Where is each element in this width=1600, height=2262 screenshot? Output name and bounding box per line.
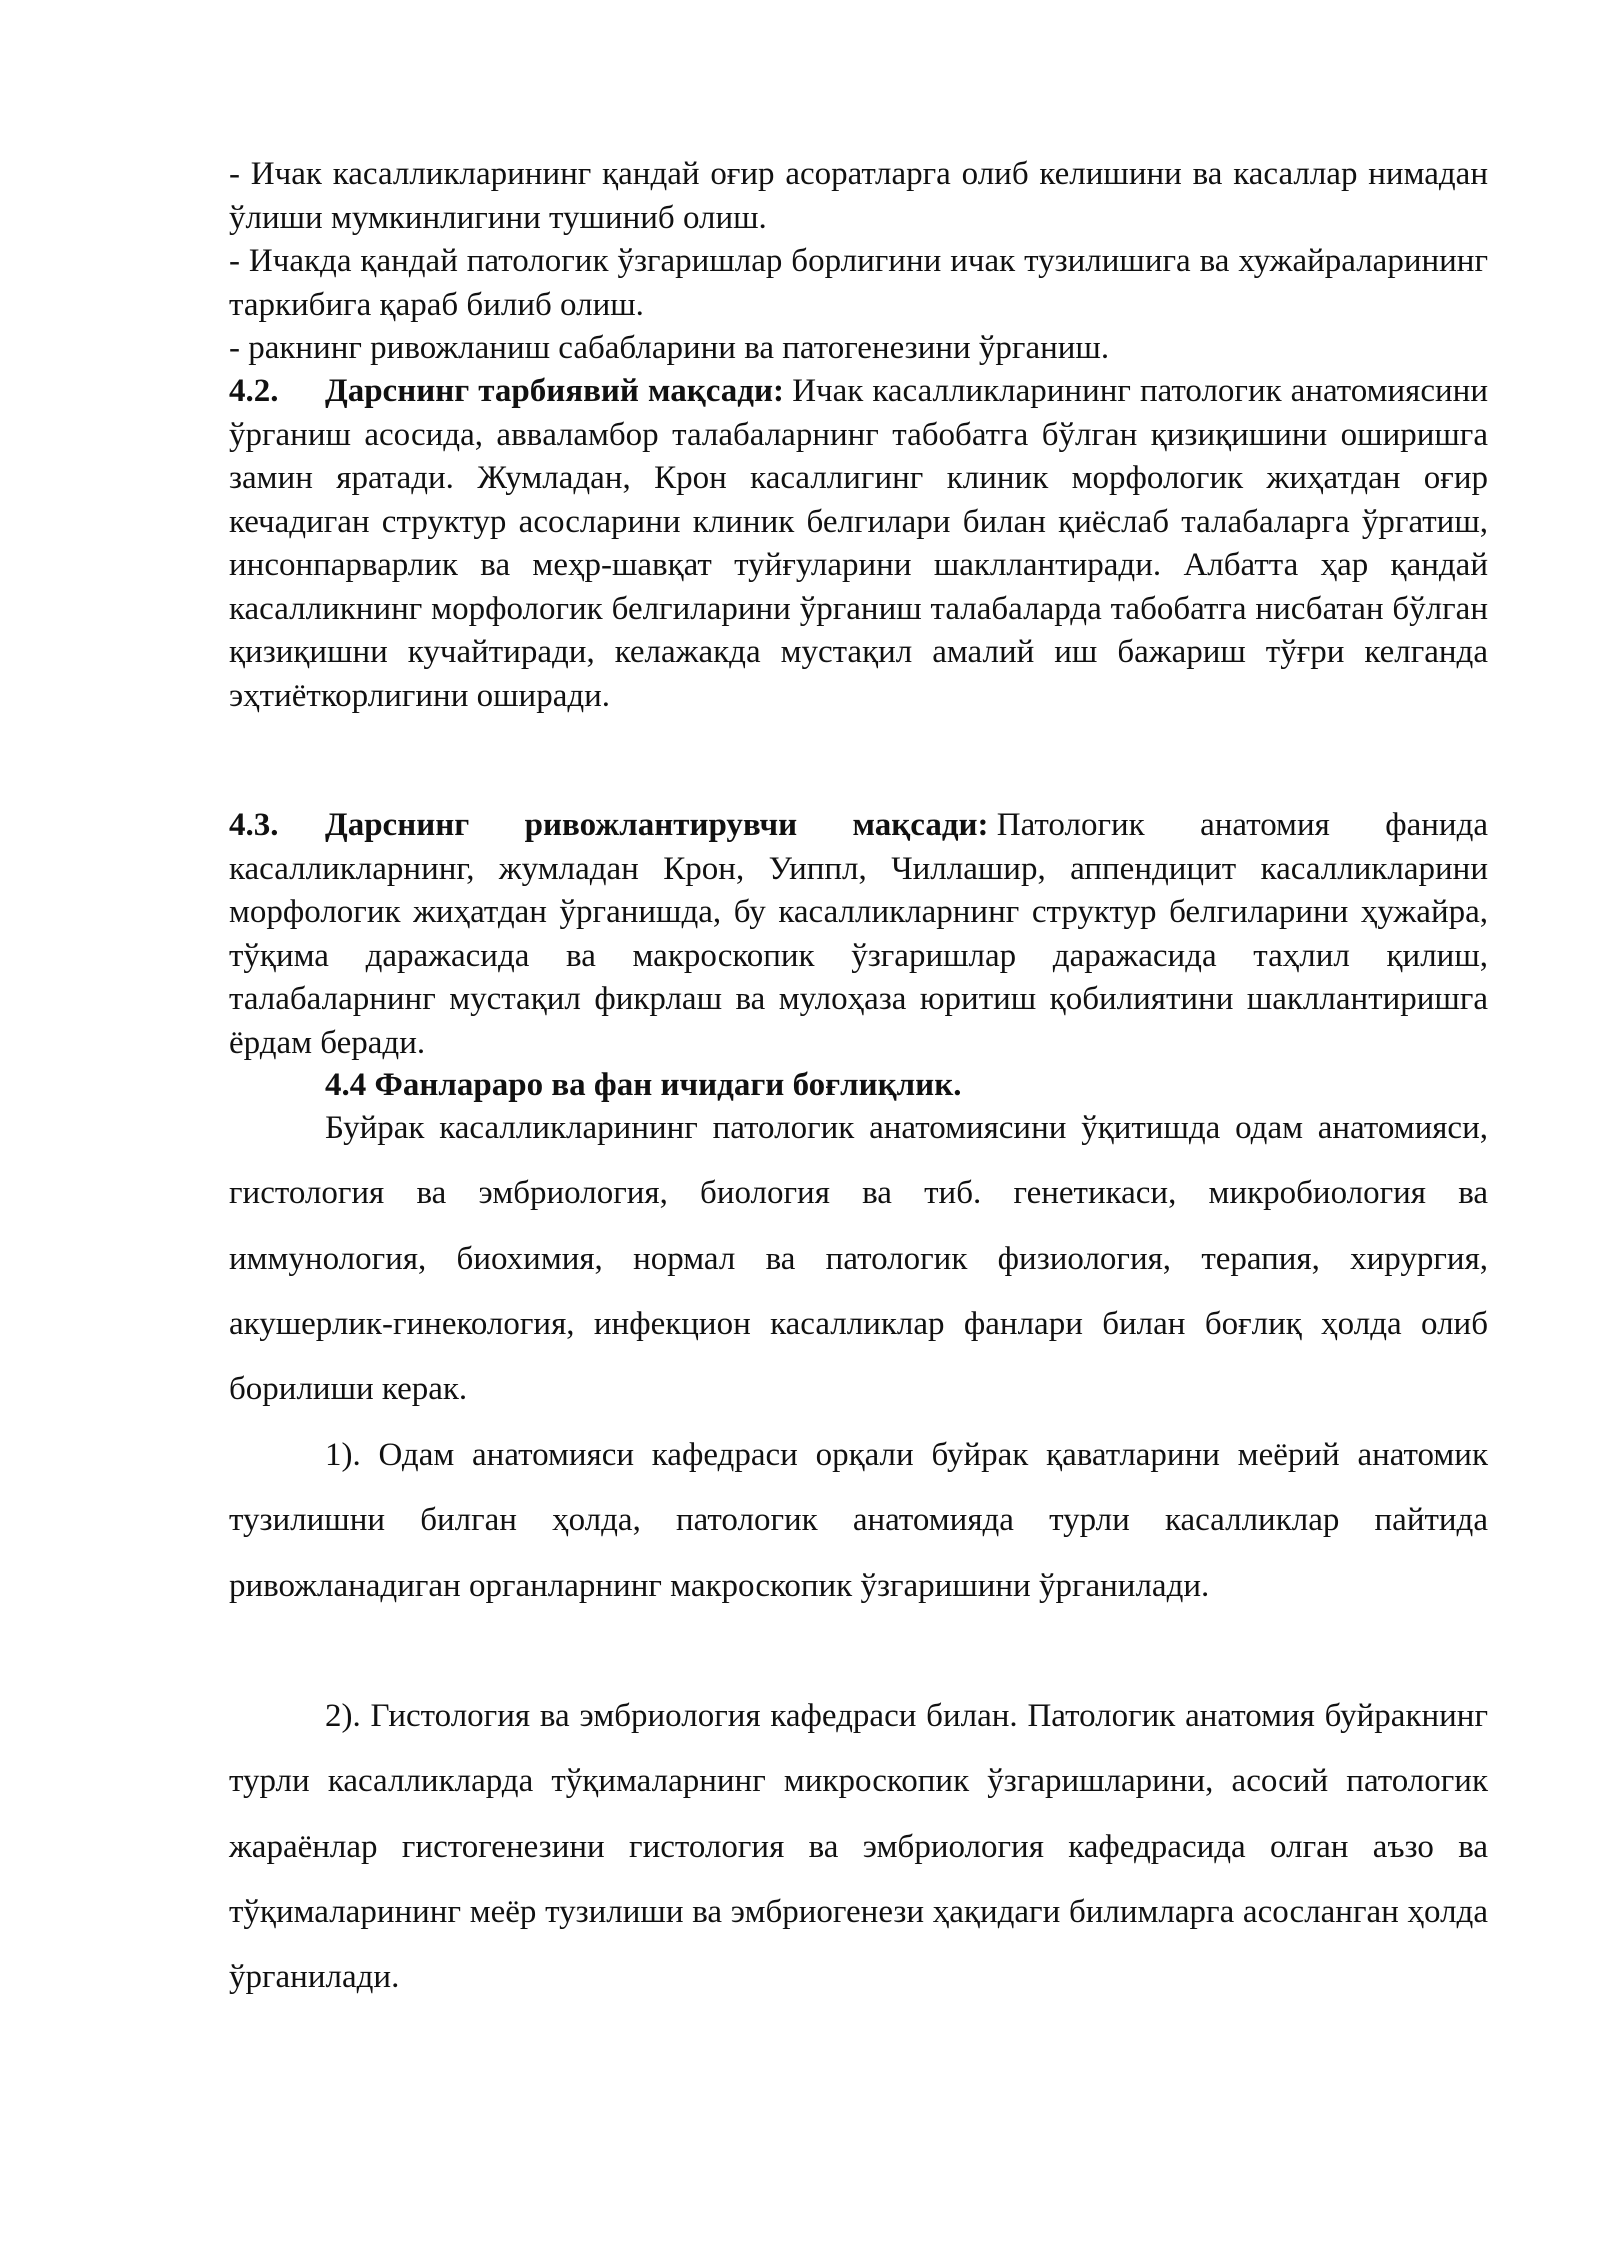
section-4-4-item-1: 1). Одам анатомияси кафедраси орқали буйрак қаватларини меёрий анатомик тузилишни билган ҳолда, патологик анатомияда турли касалликлар пайтида ривожланадиган органларнинг макроскопик ўзгаришини ўрганилади. — [229, 1437, 1488, 1604]
goal-item-2: - Ичакда қандай патологик ўзгаришлар борлигини ичак тузилишига ва хужайраларининг таркибига қараб билиб олиш. — [229, 243, 1488, 323]
section-4-3-text: Патологик анатомия фанида касалликларнинг, жумладан Крон, Уиппл, Чиллашир, аппендицит касалликларини морфологик жиҳатдан ўрганишда, бу касалликларнинг структур белгиларини ҳужайра, тўқима даражасида ва макроскопик ўзгаришлар даражасида таҳлил қилиш, талабаларнинг мустақил фикрлаш ва мулоҳаза юритиш қобилиятини шакллантиришга ёрдам беради. — [229, 807, 1489, 1061]
section-4-4-item-2: 2). Гистология ва эмбриология кафедраси билан. Патологик анатомия буйракнинг турли касалликларда тўқималарнинг микроскопик ўзгаришларини, асосий патологик жараёнлар гистогенезини гистология ва эмбриология кафедрасида олган аъзо ва тўқималарининг меёр тузилиши ва эмбриогенези ҳақидаги билимларга асосланган ҳолда ўрганилади. — [229, 1698, 1488, 1996]
section-4-2-heading: Дарснинг тарбиявий мақсади: — [325, 373, 784, 409]
section-4-2-text: Ичак касалликларининг патологик анатомиясини ўрганиш асосида, аввaламбор талабаларнинг табобатга бўлган қизиқишини оширишга замин яратади. Жумладан, Крон касаллигинг клиник морфологик жиҳатдан оғир кечадиган структур асосларини клиник белгилари билан қиёслаб талабаларга ўргатиш, инсонпарварлик ва меҳр-шавқат туйғуларини шакллантиради. Албатта ҳар қандай касалликнинг морфологик белгиларини ўрганиш талабаларда табобатга нисбатан бўлган қизиқишни кучайтиради, келажакда мустақил амалий иш бажариш тўғри келганда эҳтиёткорлигини оширади. — [229, 373, 1488, 714]
section-4-3-heading: Дарснинг ривожлантирувчи мақсади: — [325, 807, 989, 843]
section-4-4-intro: Буйрак касалликларининг патологик анатомиясини ўқитишда одам анатомияси, гистология ва эмбриология, биология ва тиб. генетикаси, микробиология ва иммунология, биохимия, нормал ва патологик физиология, терапия, хирургия, акушерлик-гинекология, инфекцион касалликлар фанлари билан боғлиқ ҳолда олиб борилиши керак. — [229, 1110, 1488, 1408]
section-4-2 — [229, 370, 1488, 718]
goal-item-1: - Ичак касалликларининг қандай оғир асоратларга олиб келишини ва касаллар нимадан ўлиши мумкинлигини тушиниб олиш. — [229, 156, 1488, 236]
goal-item-3: - ракнинг ривожланиш сабабларини ва патогенезини ўрганиш. — [229, 330, 1110, 366]
section-4-3 — [229, 804, 1488, 1065]
section-4-4-heading: 4.4 Фанлараро ва фан ичидаги боғлиқлик. — [325, 1067, 962, 1103]
section-4-3-number: 4.3. — [229, 807, 279, 843]
section-4-2-number: 4.2. — [229, 373, 279, 409]
